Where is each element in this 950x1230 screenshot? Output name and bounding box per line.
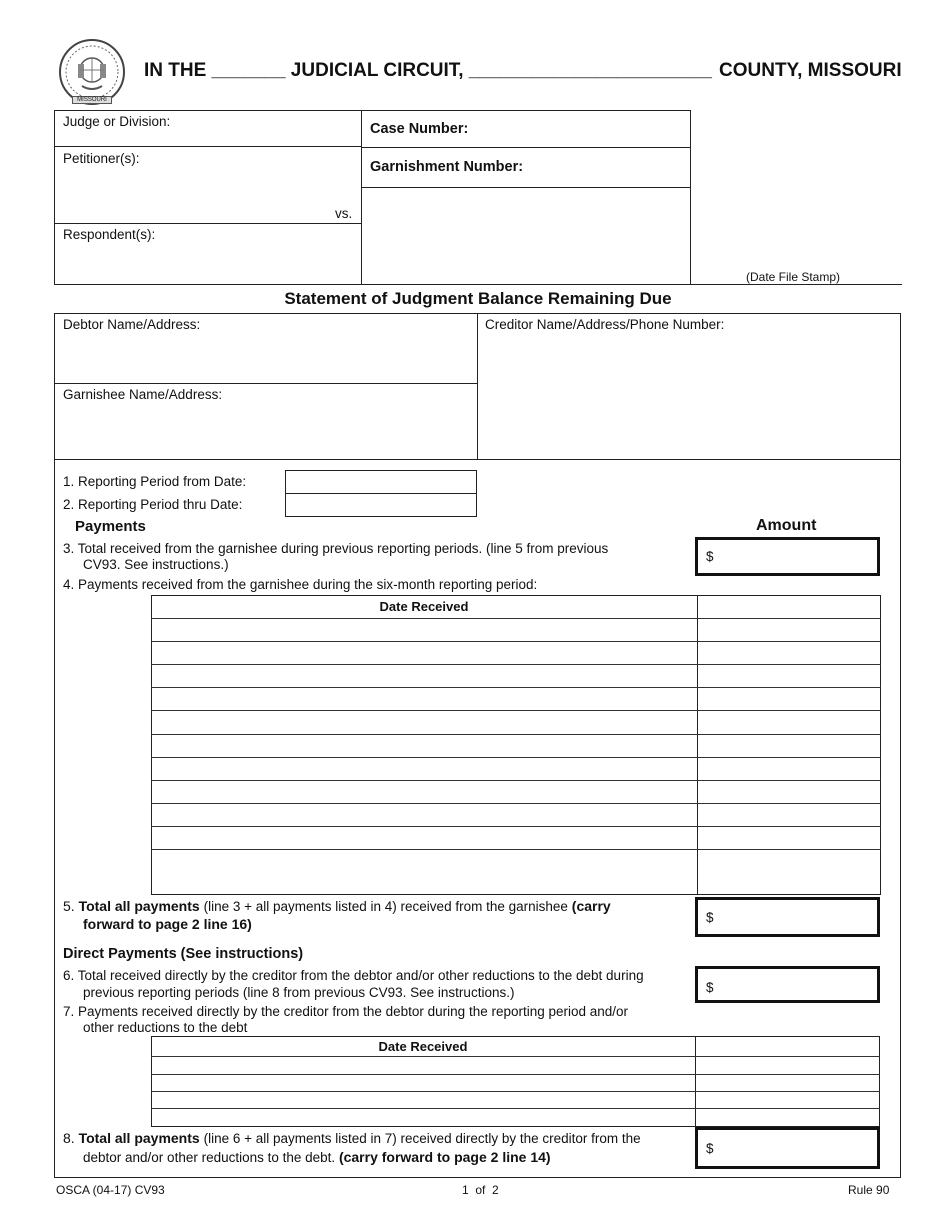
page-number: 1 of 2 xyxy=(462,1183,499,1197)
dollar-sign: $ xyxy=(706,980,714,995)
payments-heading: Payments xyxy=(75,518,146,535)
line7-text-cont: other reductions to the debt xyxy=(83,1020,248,1035)
line5-carry-forward: forward to page 2 line 16) xyxy=(83,916,252,932)
line8-number: 8. xyxy=(63,1130,75,1146)
line3-amount-field[interactable] xyxy=(695,537,880,576)
line8-bold-label: Total all payments xyxy=(78,1130,200,1146)
line8-amount-field[interactable] xyxy=(695,1127,880,1169)
table-row-line xyxy=(151,687,881,688)
line8-description: (line 6 + all payments listed in 7) received directly by the creditor from the xyxy=(203,1131,641,1146)
table-row-line xyxy=(151,1074,880,1075)
court-circuit-line: IN THE _______ JUDICIAL CIRCUIT, _______________________ xyxy=(144,60,712,81)
debtor-label: Debtor Name/Address: xyxy=(63,317,201,332)
petitioner-label: Petitioner(s): xyxy=(63,151,140,166)
table-row-line xyxy=(151,641,881,642)
respondent-label: Respondent(s): xyxy=(63,227,156,242)
dollar-sign: $ xyxy=(706,549,714,564)
line8-text-cont xyxy=(83,1149,551,1165)
table-row-line xyxy=(151,826,881,827)
line5-number: 5. xyxy=(63,898,75,914)
table-row-line xyxy=(151,1056,880,1057)
line8-carry-forward: (carry forward to page 2 line 14) xyxy=(338,1149,551,1165)
garnishee-label: Garnishee Name/Address: xyxy=(63,387,223,402)
date-file-stamp-label: (Date File Stamp) xyxy=(746,270,841,284)
dollar-sign: $ xyxy=(706,1141,714,1156)
missouri-seal-logo xyxy=(58,38,126,106)
line3-text: 3. Total received from the garnishee during previous reporting periods. (line 5 from previous xyxy=(63,541,609,556)
seal-banner: MISSOURI xyxy=(72,96,112,104)
table-row-line xyxy=(151,710,881,711)
line8-text xyxy=(63,1130,641,1146)
line5-amount-field[interactable] xyxy=(695,897,880,937)
date-received-header: Date Received xyxy=(378,1039,468,1054)
rule-reference: Rule 90 xyxy=(848,1183,890,1197)
line8-description-cont: debtor and/or other reductions to the debt. xyxy=(83,1150,336,1165)
table-row-line xyxy=(151,734,881,735)
case-number-label: Case Number: xyxy=(370,121,469,137)
table-row-line xyxy=(151,803,881,804)
table-row-line xyxy=(151,849,881,850)
period-thru-label: 2. Reporting Period thru Date: xyxy=(63,497,243,512)
judge-division-label: Judge or Division: xyxy=(63,114,171,129)
vs-label: vs. xyxy=(335,206,353,221)
line3-text-cont: CV93. See instructions.) xyxy=(83,557,229,572)
form-title: Statement of Judgment Balance Remaining Due xyxy=(284,289,672,308)
table-row-line xyxy=(151,618,881,619)
line7-text: 7. Payments received directly by the creditor from the debtor during the reporting period and/or xyxy=(63,1004,629,1019)
period-from-label: 1. Reporting Period from Date: xyxy=(63,474,247,489)
line6-amount-field[interactable] xyxy=(695,966,880,1003)
form-id: OSCA (04-17) CV93 xyxy=(56,1183,165,1197)
line5-description: (line 3 + all payments listed in 4) received from the garnishee xyxy=(203,899,568,914)
court-county-label: COUNTY, MISSOURI xyxy=(719,60,902,81)
creditor-label: Creditor Name/Address/Phone Number: xyxy=(485,317,725,332)
line6-text-cont: previous reporting periods (line 8 from previous CV93. See instructions.) xyxy=(83,985,515,1000)
line5-bold-label: Total all payments xyxy=(78,898,200,914)
line4-text: 4. Payments received from the garnishee during the six-month reporting period: xyxy=(63,577,538,592)
table-row-line xyxy=(151,1108,880,1109)
table-row-line xyxy=(151,1091,880,1092)
line6-text: 6. Total received directly by the creditor from the debtor and/or other reductions to the debt during xyxy=(63,968,644,983)
amount-heading: Amount xyxy=(756,517,817,534)
direct-payments-heading: Direct Payments (See instructions) xyxy=(63,946,304,962)
line5-carry: (carry xyxy=(571,898,611,914)
line5-text xyxy=(63,898,611,914)
table-row-line xyxy=(151,780,881,781)
table-row-line xyxy=(151,664,881,665)
table-row-line xyxy=(151,757,881,758)
dollar-sign: $ xyxy=(706,910,714,925)
garnishment-number-label: Garnishment Number: xyxy=(370,159,524,175)
date-received-header: Date Received xyxy=(379,599,469,614)
garnishee-payments-table xyxy=(151,595,881,895)
